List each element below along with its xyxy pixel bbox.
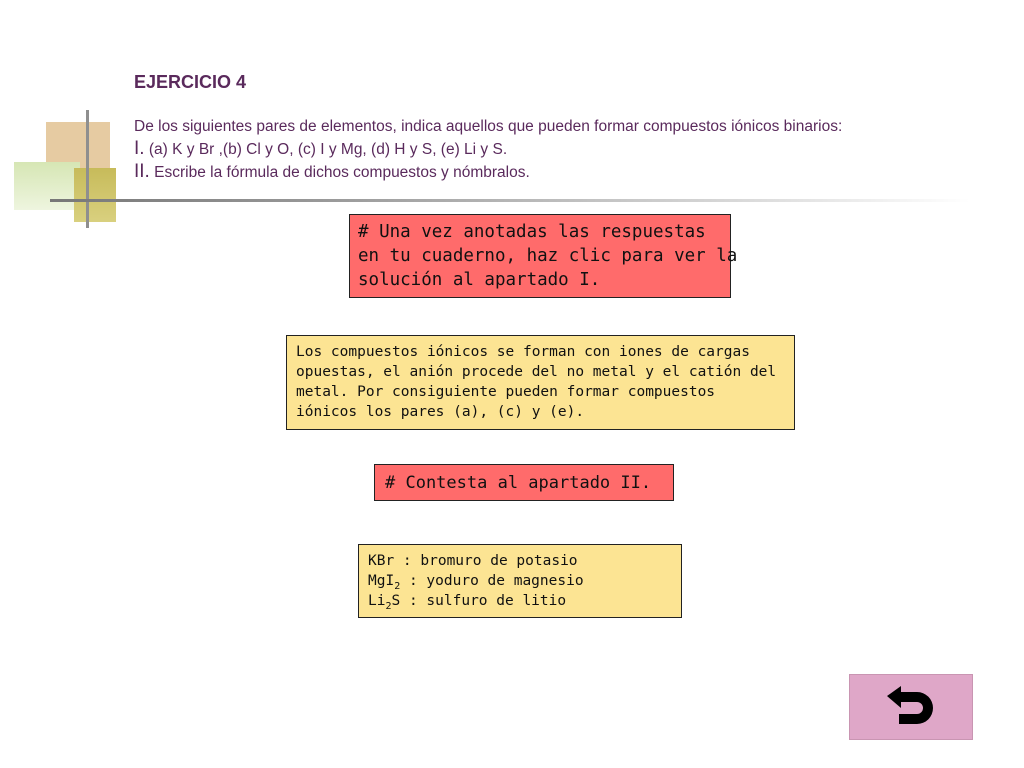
back-button[interactable] <box>849 674 973 740</box>
decor-square-olive <box>74 168 116 222</box>
part-2-numeral: II. <box>134 161 150 182</box>
compound-name: : sulfuro de litio <box>400 593 567 609</box>
exercise-statement: De los siguientes pares de elementos, indica aquellos que pueden formar compuestos iónicos binarios: <box>134 118 843 135</box>
prompt-line: solución al apartado I. <box>358 270 601 290</box>
part-2-text: Escribe la fórmula de dichos compuestos y nómbralos. <box>149 164 530 181</box>
compound-formula: MgI <box>368 573 395 589</box>
formula-subscript: 2 <box>385 600 392 612</box>
solution-line: metal. Por consiguiente pueden formar compuestos <box>296 384 716 400</box>
header-divider <box>50 199 970 202</box>
return-arrow-icon <box>881 682 941 732</box>
compound-formula-tail: S <box>391 593 401 609</box>
reveal-solution-part-1-button[interactable] <box>349 214 738 298</box>
exercise-title: EJERCICIO 4 <box>134 72 247 92</box>
decor-square-green <box>14 162 80 210</box>
reveal-solution-part-2-button[interactable] <box>374 464 674 501</box>
compound-formula: Li <box>368 593 386 609</box>
compound-name: : bromuro de potasio <box>394 553 578 569</box>
part-1 <box>134 138 954 161</box>
solution-line: opuestas, el anión procede del no metal y el catión del <box>296 364 777 380</box>
solution-line: Los compuestos iónicos se forman con iones de cargas <box>296 344 750 360</box>
compound-item <box>368 591 672 611</box>
prompt-text: # Contesta al apartado II. <box>385 473 652 493</box>
part-1-numeral: I. <box>134 138 145 159</box>
formula-subscript: 2 <box>394 580 401 592</box>
exercise-statement-block <box>134 116 954 184</box>
compound-name: : yoduro de magnesio <box>400 573 584 589</box>
solution-part-1 <box>286 335 795 430</box>
prompt-line: en tu cuaderno, haz clic para ver la <box>358 246 738 266</box>
decor-vertical-line <box>86 110 89 228</box>
compound-item <box>368 551 672 571</box>
compound-formula: KBr <box>368 553 395 569</box>
solution-part-2 <box>358 544 682 618</box>
compound-item <box>368 571 672 591</box>
prompt-line: # Una vez anotadas las respuestas <box>358 222 706 242</box>
part-2 <box>134 161 954 184</box>
part-1-text: (a) K y Br ,(b) Cl y O, (c) I y Mg, (d) H y S, (e) Li y S. <box>144 141 508 158</box>
solution-line: iónicos los pares (a), (c) y (e). <box>296 404 585 420</box>
